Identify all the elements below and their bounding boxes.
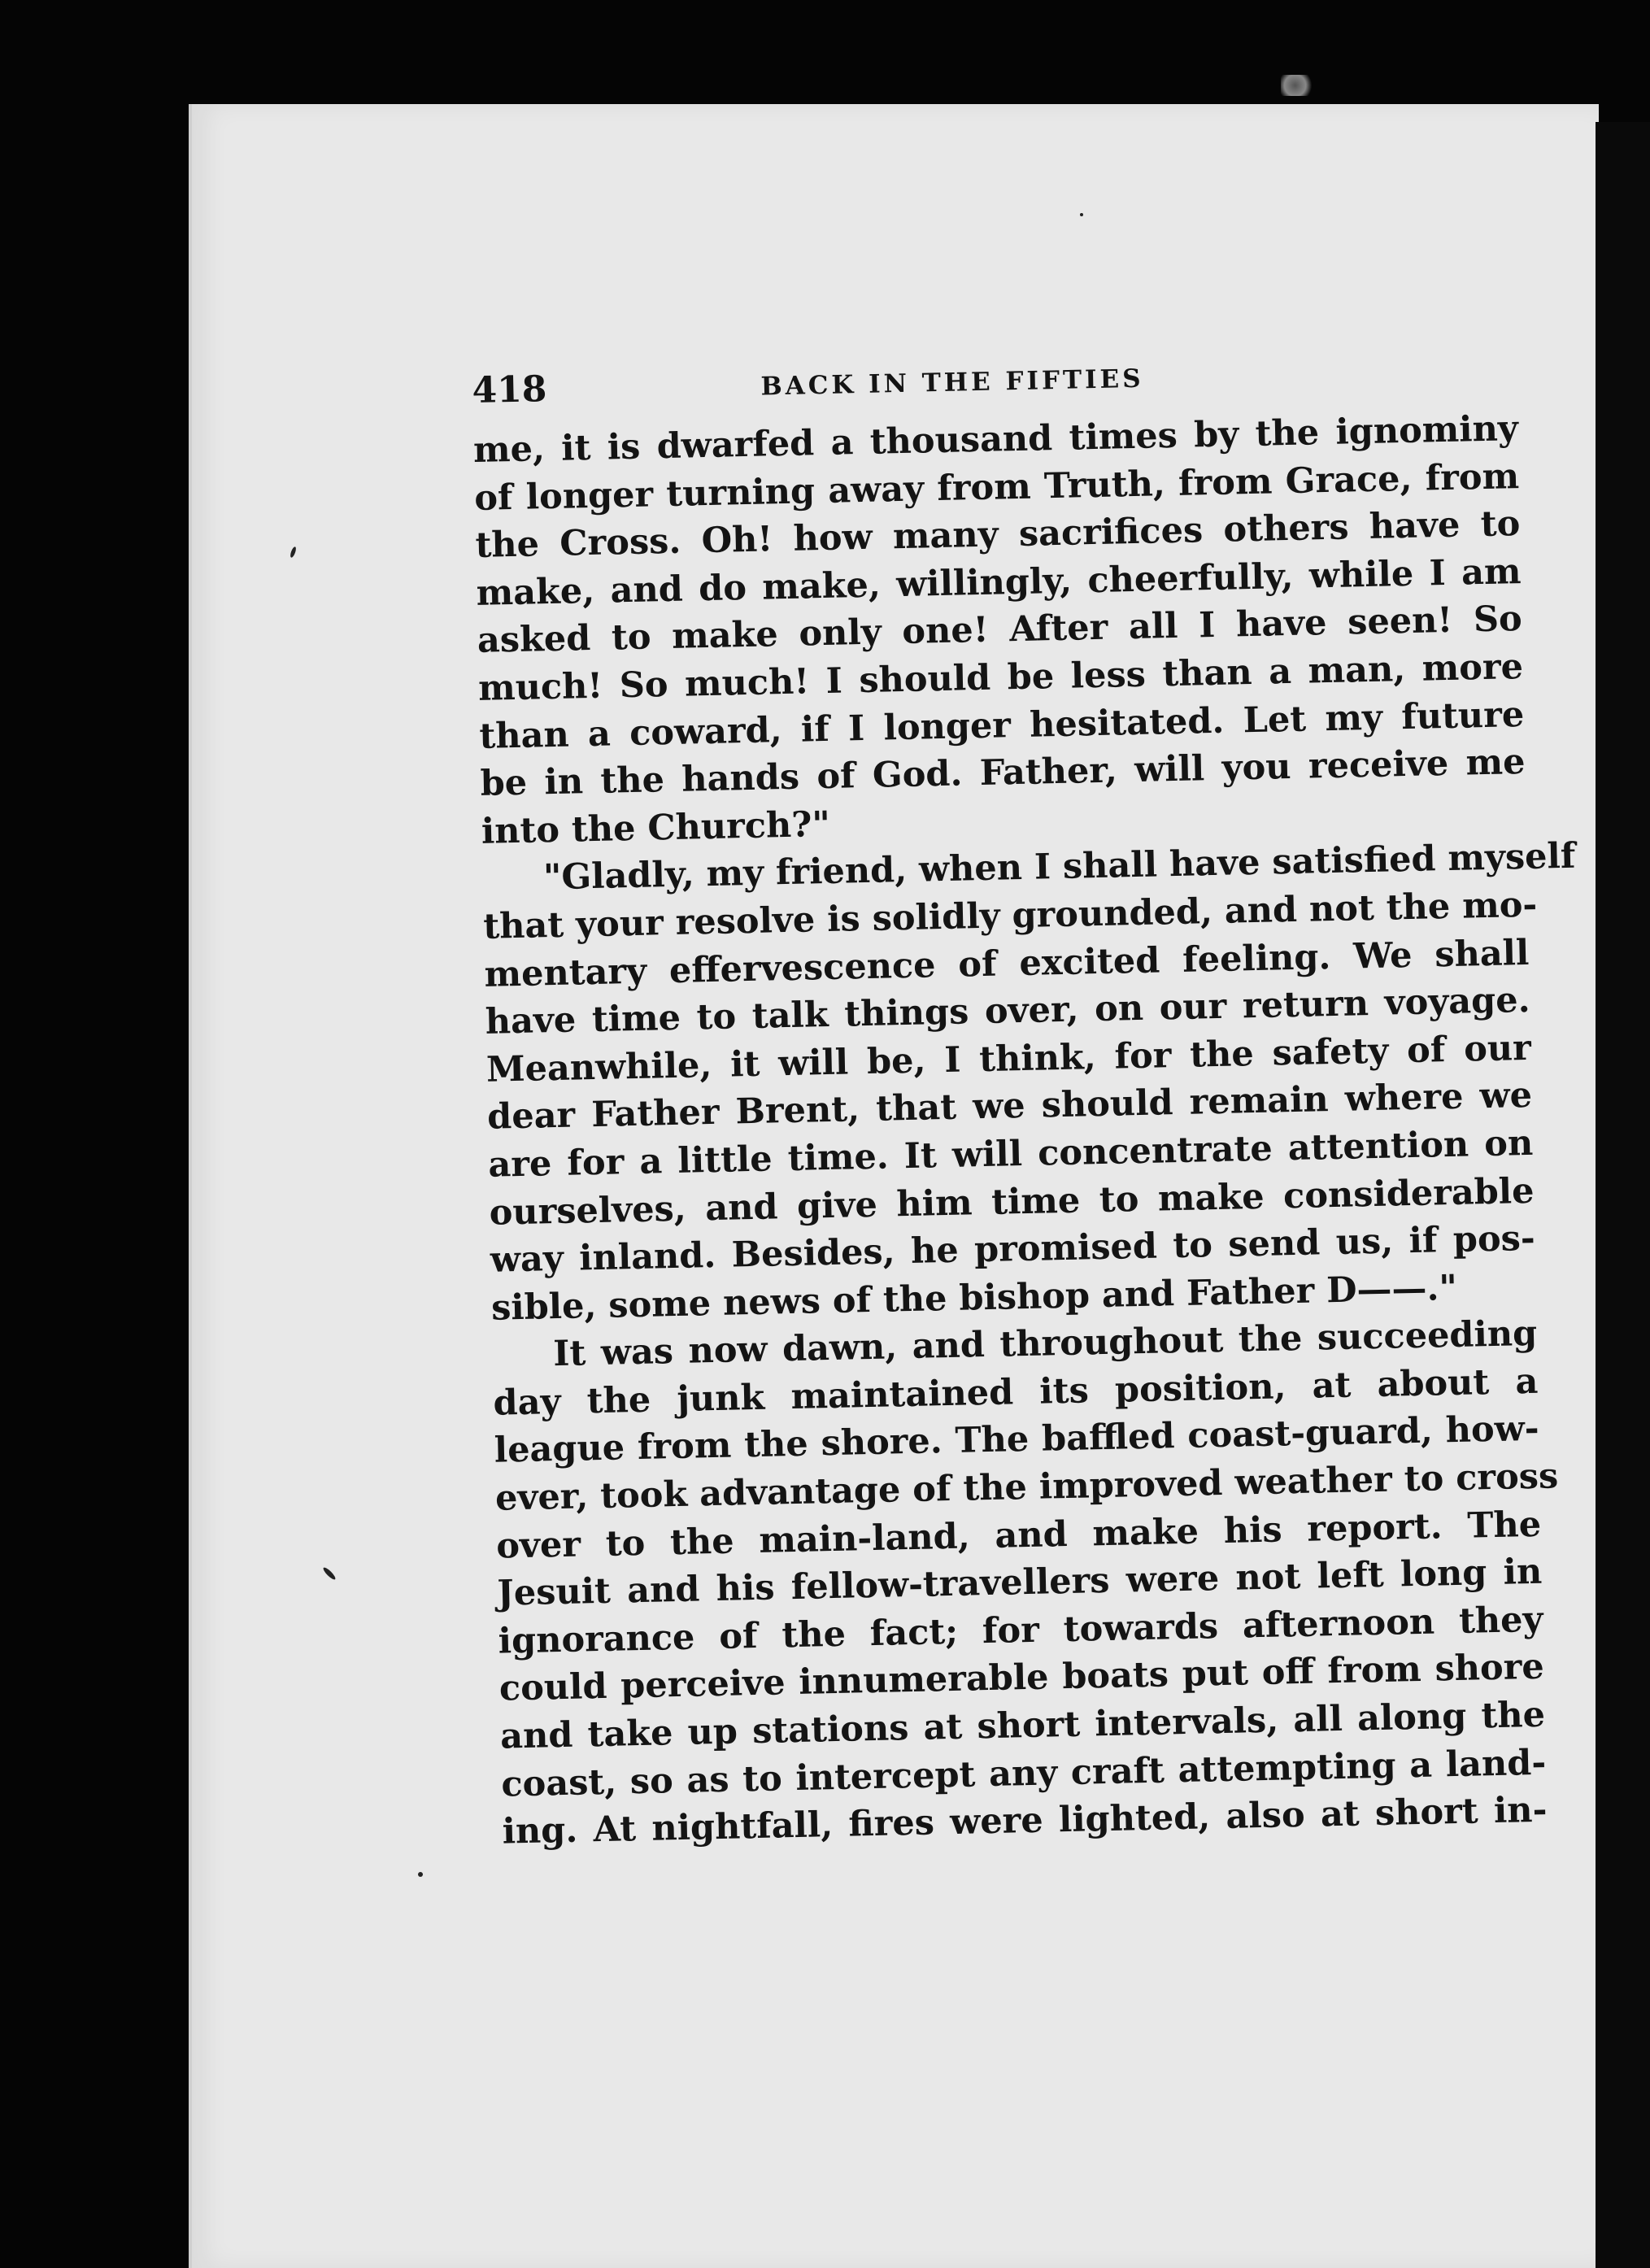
text-line: me, it is dwarfed a thousand times by the ignominy xyxy=(472,408,1519,471)
text-line: Meanwhile, it will be, I think, for the safety of our xyxy=(485,1027,1532,1090)
book-edge-shadow xyxy=(1596,122,1650,2268)
text-line: dear Father Brent, that we should remain where we xyxy=(486,1075,1533,1138)
text-line: ever, took advantage of the improved weather to cross xyxy=(494,1456,1559,1519)
text-line: day the junk maintained its position, at about a xyxy=(493,1360,1539,1424)
text-line: have time to talk things over, on our return voyage. xyxy=(485,980,1531,1043)
text-line: be in the hands of God. Father, will you receive me xyxy=(480,742,1526,805)
text-line: "Gladly, my friend, when I shall have satisfied myself xyxy=(542,836,1576,899)
text-line: mentary effervescence of excited feeling. We shall xyxy=(484,932,1530,995)
page-text xyxy=(472,348,1576,1856)
text-line: into the Church?" xyxy=(481,803,831,852)
paragraph-narrative xyxy=(492,1310,1559,1856)
text-line: much! So much! I should be less than a man, more xyxy=(477,646,1524,709)
running-title: BACK IN THE FIFTIES xyxy=(760,363,1144,402)
text-line: ing. At nightfall, fires were lighted, also at short in- xyxy=(502,1789,1548,1852)
text-line: ignorance of the fact; for towards afternoon they xyxy=(498,1599,1543,1662)
text-line: the Cross. Oh! how many sacrifices others have to xyxy=(475,503,1521,567)
ink-speck xyxy=(1080,213,1083,216)
page-number: 418 xyxy=(472,368,547,411)
text-line: way inland. Besides, he promised to send us, if pos- xyxy=(490,1217,1536,1281)
text-line: make, and do make, willingly, cheerfully, while I am xyxy=(476,551,1522,614)
text-line: ourselves, and give him time to make considerable xyxy=(489,1170,1535,1234)
text-line: that your resolve is solidly grounded, and not the mo- xyxy=(482,884,1538,947)
text-line: sible, some news of the bishop and Father D——." xyxy=(490,1267,1458,1329)
text-line: of longer turning away from Truth, from Grace, from xyxy=(473,455,1520,519)
ink-blot xyxy=(1281,75,1317,96)
text-line: and take up stations at short intervals, all along the xyxy=(499,1694,1546,1757)
text-line: league from the shore. The baffled coast-guard, how- xyxy=(494,1408,1540,1472)
paragraph-continued xyxy=(472,405,1526,855)
text-line: coast, so as to intercept any craft attempting a land- xyxy=(500,1742,1547,1805)
text-line: It was now dawn, and throughout the succeeding xyxy=(552,1313,1538,1375)
paragraph-reply xyxy=(482,834,1576,1332)
ink-speck xyxy=(418,1872,423,1877)
text-line: Jesuit and his fellow-travellers were not left long in xyxy=(497,1552,1543,1614)
text-line: over to the main-land, and make his report. The xyxy=(495,1504,1542,1567)
text-line: asked to make only one! After all I have seen! So xyxy=(477,599,1523,662)
text-line: could perceive innumerable boats put off from shore xyxy=(498,1647,1545,1710)
text-line: are for a little time. It will concentrate attention on xyxy=(487,1122,1534,1186)
text-line: than a coward, if I longer hesitated. Let my future xyxy=(478,694,1525,757)
